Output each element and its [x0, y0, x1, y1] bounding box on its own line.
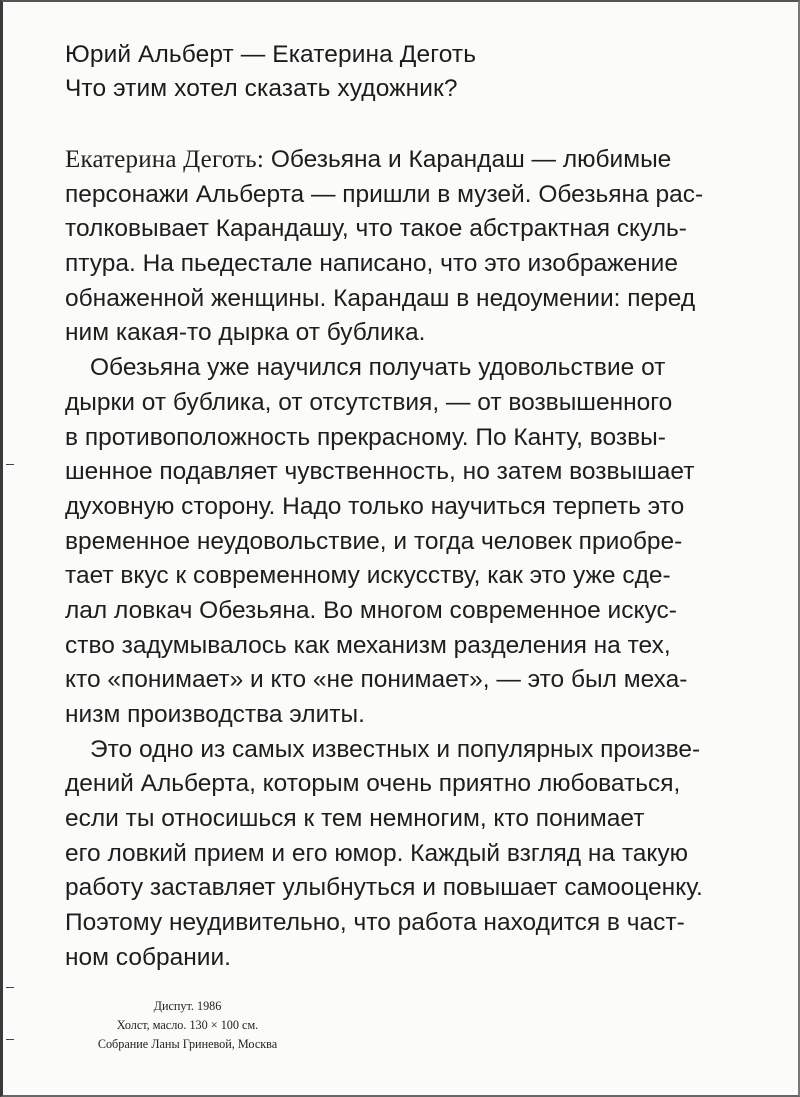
- artwork-medium: Холст, масло. 130 × 100 см.: [116, 1018, 259, 1032]
- text-line: обнаженной женщины. Карандаш в недоумении: перед: [65, 284, 696, 312]
- text-line: Поэтому неудивительно, что работа находится в част-: [65, 909, 685, 937]
- text-line: тает вкус к современному искусству, как это уже сде-: [65, 562, 671, 590]
- artwork-caption: [65, 997, 310, 1054]
- text-line: низм производства элиты.: [65, 701, 365, 728]
- scan-edge-mark: [6, 464, 14, 465]
- text-line: духовную сторону. Надо только научиться терпеть это: [65, 492, 685, 520]
- text-line: если ты относишься к тем немногим, кто понимает: [65, 805, 645, 833]
- text-line: ном собрании.: [65, 943, 231, 971]
- text-line: дырки от бублика, от отсутствия, — от возвышенного: [65, 388, 673, 416]
- text-line: работу заставляет улыбнуться и повышает самооценку.: [65, 874, 703, 902]
- paragraph-3: [65, 733, 765, 976]
- artwork-collection: Собрание Ланы Гриневой, Москва: [97, 1037, 278, 1051]
- text-line: Это одно из самых известных и популярных произве-: [90, 735, 701, 763]
- text-line: толковывает Карандашу, что такое абстрактная скуль-: [65, 215, 687, 243]
- text-line: кто «понимает» и кто «не понимает», — это был меха-: [65, 666, 688, 694]
- text-line: Обезьяна уже научился получать удовольствие от: [90, 354, 666, 382]
- text-line: птура. На пьедестале написано, что это изображение: [65, 250, 678, 278]
- article-title: Что этим хотел сказать художник?: [65, 75, 458, 102]
- scan-edge-mark: [6, 987, 14, 988]
- article-body: [65, 143, 765, 976]
- text-line: [65, 143, 765, 178]
- authors-heading: Юрий Альберт — Екатерина Деготь: [65, 41, 477, 68]
- text-line: ним какая-то дырка от бублика.: [65, 319, 426, 347]
- paragraph-2: [65, 351, 765, 733]
- artwork-title: Диспут. 1986: [153, 999, 222, 1013]
- speaker-name: Екатерина Деготь:: [65, 146, 265, 173]
- text-line: персонажи Альберта — пришли в музей. Обезьяна рас-: [65, 180, 704, 208]
- text-span: Обезьяна и Карандаш — любимые: [264, 146, 672, 173]
- text-line: дений Альберта, которым очень приятно любоваться,: [65, 770, 681, 798]
- text-line: шенное подавляет чувственность, но затем возвышает: [65, 458, 695, 486]
- text-line: в противоположность прекрасному. По Канту, возвы-: [65, 423, 666, 451]
- text-line: временное неудовольствие, и тогда человек приобре-: [65, 527, 683, 555]
- text-line: ство задумывалось как механизм разделения на тех,: [65, 631, 671, 659]
- paragraph-1: [65, 143, 765, 351]
- scan-edge-mark: [6, 1039, 14, 1040]
- text-line: лал ловкач Обезьяна. Во многом современное искус-: [65, 596, 677, 624]
- text-line: его ловкий прием и его юмор. Каждый взгляд на такую: [65, 839, 689, 867]
- page-header: [65, 38, 476, 106]
